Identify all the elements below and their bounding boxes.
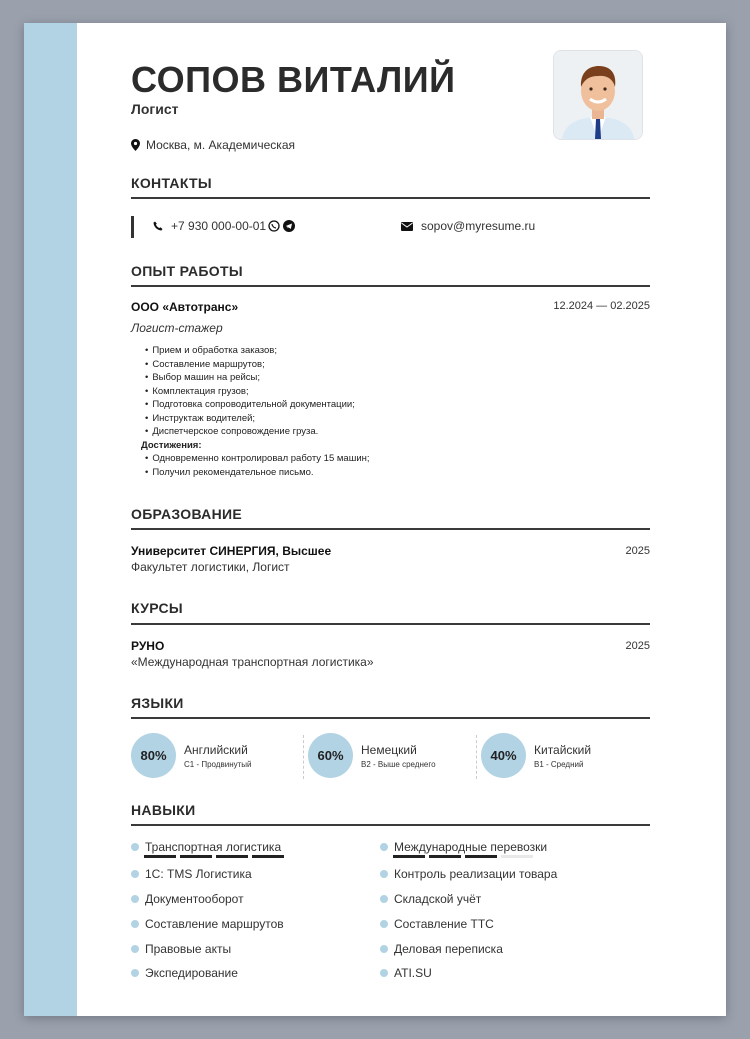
skill-level-segment bbox=[144, 855, 176, 858]
list-item: • Подготовка сопроводительной документации; bbox=[145, 398, 370, 412]
bullet-icon bbox=[380, 870, 388, 878]
skill-label: Складской учёт bbox=[394, 892, 482, 906]
contacts-title: КОНТАКТЫ bbox=[131, 175, 212, 191]
skill-label: Деловая переписка bbox=[394, 942, 503, 956]
skill-label: Составление маршрутов bbox=[145, 917, 284, 931]
languages-title: ЯЗЫКИ bbox=[131, 695, 184, 711]
courses-divider bbox=[131, 623, 650, 625]
skill-label: Составление ТТС bbox=[394, 917, 494, 931]
accent-stripe bbox=[24, 23, 77, 1016]
skill-level-segment bbox=[180, 855, 212, 858]
phone-contact bbox=[153, 219, 295, 233]
envelope-icon bbox=[401, 222, 413, 231]
language-item bbox=[481, 733, 591, 778]
bullet-icon bbox=[131, 843, 139, 851]
email-address[interactable]: sopov@myresume.ru bbox=[421, 219, 536, 233]
education-title: ОБРАЗОВАНИЕ bbox=[131, 506, 242, 522]
skill-label: 1С: TMS Логистика bbox=[145, 867, 252, 881]
contacts-divider bbox=[131, 197, 650, 199]
skill-item bbox=[380, 840, 547, 854]
list-item: • Одновременно контролировал работу 15 машин; bbox=[145, 452, 370, 466]
whatsapp-icon[interactable] bbox=[268, 220, 280, 232]
language-percent-badge: 60% bbox=[308, 733, 353, 778]
candidate-name: СОПОВ ВИТАЛИЙ bbox=[131, 59, 456, 100]
language-percent-badge: 80% bbox=[131, 733, 176, 778]
skill-level-segment bbox=[501, 855, 533, 858]
contacts-accent-bar bbox=[131, 216, 134, 238]
skill-level-segment bbox=[393, 855, 425, 858]
resume-page bbox=[24, 23, 726, 1016]
bullet-icon bbox=[380, 920, 388, 928]
skill-item bbox=[380, 917, 494, 931]
course-name: «Международная транспортная логистика» bbox=[131, 655, 374, 669]
skill-item bbox=[131, 840, 281, 854]
education-divider bbox=[131, 528, 650, 530]
list-item: • Выбор машин на рейсы; bbox=[145, 371, 370, 385]
skill-level-segment bbox=[429, 855, 461, 858]
list-item: • Составление маршрутов; bbox=[145, 358, 370, 372]
experience-title: ОПЫТ РАБОТЫ bbox=[131, 263, 243, 279]
language-item bbox=[131, 733, 252, 778]
language-separator bbox=[476, 735, 477, 779]
achievements-label: Достижения: bbox=[141, 439, 202, 451]
bullet-icon bbox=[380, 895, 388, 903]
skill-item bbox=[131, 892, 244, 906]
skill-label: Экспедирование bbox=[145, 966, 238, 980]
job-duties-list bbox=[141, 344, 370, 479]
bullet-icon bbox=[380, 843, 388, 851]
language-item bbox=[308, 733, 436, 778]
course-year: 2025 bbox=[625, 640, 650, 652]
courses-title: КУРСЫ bbox=[131, 600, 183, 616]
map-pin-icon bbox=[131, 139, 140, 151]
bullet-icon bbox=[380, 969, 388, 977]
language-name: Китайский bbox=[534, 742, 592, 757]
phone-icon bbox=[153, 221, 163, 231]
skill-level-segment bbox=[465, 855, 497, 858]
skill-label: Правовые акты bbox=[145, 942, 232, 956]
skills-title: НАВЫКИ bbox=[131, 802, 196, 818]
list-item: • Инструктаж водителей; bbox=[145, 412, 370, 426]
bullet-icon bbox=[131, 969, 139, 977]
contacts-row bbox=[131, 216, 650, 238]
bullet-icon bbox=[131, 945, 139, 953]
list-item: • Получил рекомендательное письмо. bbox=[145, 466, 370, 480]
skill-item bbox=[131, 917, 284, 931]
skill-item bbox=[131, 867, 252, 881]
education-institution: Университет СИНЕРГИЯ, Высшее bbox=[131, 544, 332, 558]
skill-label: Международные перевозки bbox=[394, 840, 548, 854]
profile-photo bbox=[553, 50, 643, 140]
location bbox=[131, 138, 295, 152]
skill-label: ATI.SU bbox=[394, 966, 432, 980]
skill-level-bar bbox=[144, 855, 284, 858]
skill-level-segment bbox=[216, 855, 248, 858]
skill-item bbox=[380, 892, 481, 906]
avatar-icon bbox=[554, 51, 642, 139]
candidate-role: Логист bbox=[131, 101, 179, 117]
job-company: ООО «Автотранс» bbox=[131, 300, 239, 314]
skill-level-bar bbox=[393, 855, 533, 858]
job-dates: 12.2024 — 02.2025 bbox=[553, 300, 650, 312]
skill-label: Транспортная логистика bbox=[145, 840, 282, 854]
skill-item bbox=[131, 966, 238, 980]
bullet-icon bbox=[131, 920, 139, 928]
language-name: Английский bbox=[184, 742, 248, 757]
skills-divider bbox=[131, 824, 650, 826]
skill-level-segment bbox=[252, 855, 284, 858]
location-text: Москва, м. Академическая bbox=[146, 138, 295, 152]
job-position: Логист-стажер bbox=[131, 321, 223, 335]
phone-number[interactable]: +7 930 000-00-01 bbox=[171, 219, 267, 233]
bullet-icon bbox=[131, 870, 139, 878]
skill-item bbox=[380, 942, 503, 956]
language-percent-badge: 40% bbox=[481, 733, 526, 778]
bullet-icon bbox=[131, 895, 139, 903]
list-item: • Диспетчерское сопровождение груза. bbox=[145, 425, 370, 439]
experience-divider bbox=[131, 285, 650, 287]
languages-row bbox=[131, 733, 650, 779]
bullet-icon bbox=[380, 945, 388, 953]
course-provider: РУНО bbox=[131, 639, 165, 653]
list-item: • Комплектация грузов; bbox=[145, 385, 370, 399]
telegram-icon[interactable] bbox=[283, 220, 295, 232]
skill-label: Документооборот bbox=[145, 892, 244, 906]
language-name: Немецкий bbox=[361, 742, 417, 757]
language-level: B2 - Выше среднего bbox=[361, 759, 436, 769]
email-contact bbox=[401, 219, 535, 233]
language-separator bbox=[303, 735, 304, 779]
education-year: 2025 bbox=[625, 545, 650, 557]
list-item: • Прием и обработка заказов; bbox=[145, 344, 370, 358]
language-level: C1 - Продвинутый bbox=[184, 759, 252, 769]
skill-label: Контроль реализации товара bbox=[394, 867, 558, 881]
skill-item bbox=[380, 867, 557, 881]
education-faculty: Факультет логистики, Логист bbox=[131, 560, 290, 574]
languages-divider bbox=[131, 717, 650, 719]
language-level: B1 - Средний bbox=[534, 759, 584, 769]
skill-item bbox=[131, 942, 231, 956]
skill-item bbox=[380, 966, 432, 980]
